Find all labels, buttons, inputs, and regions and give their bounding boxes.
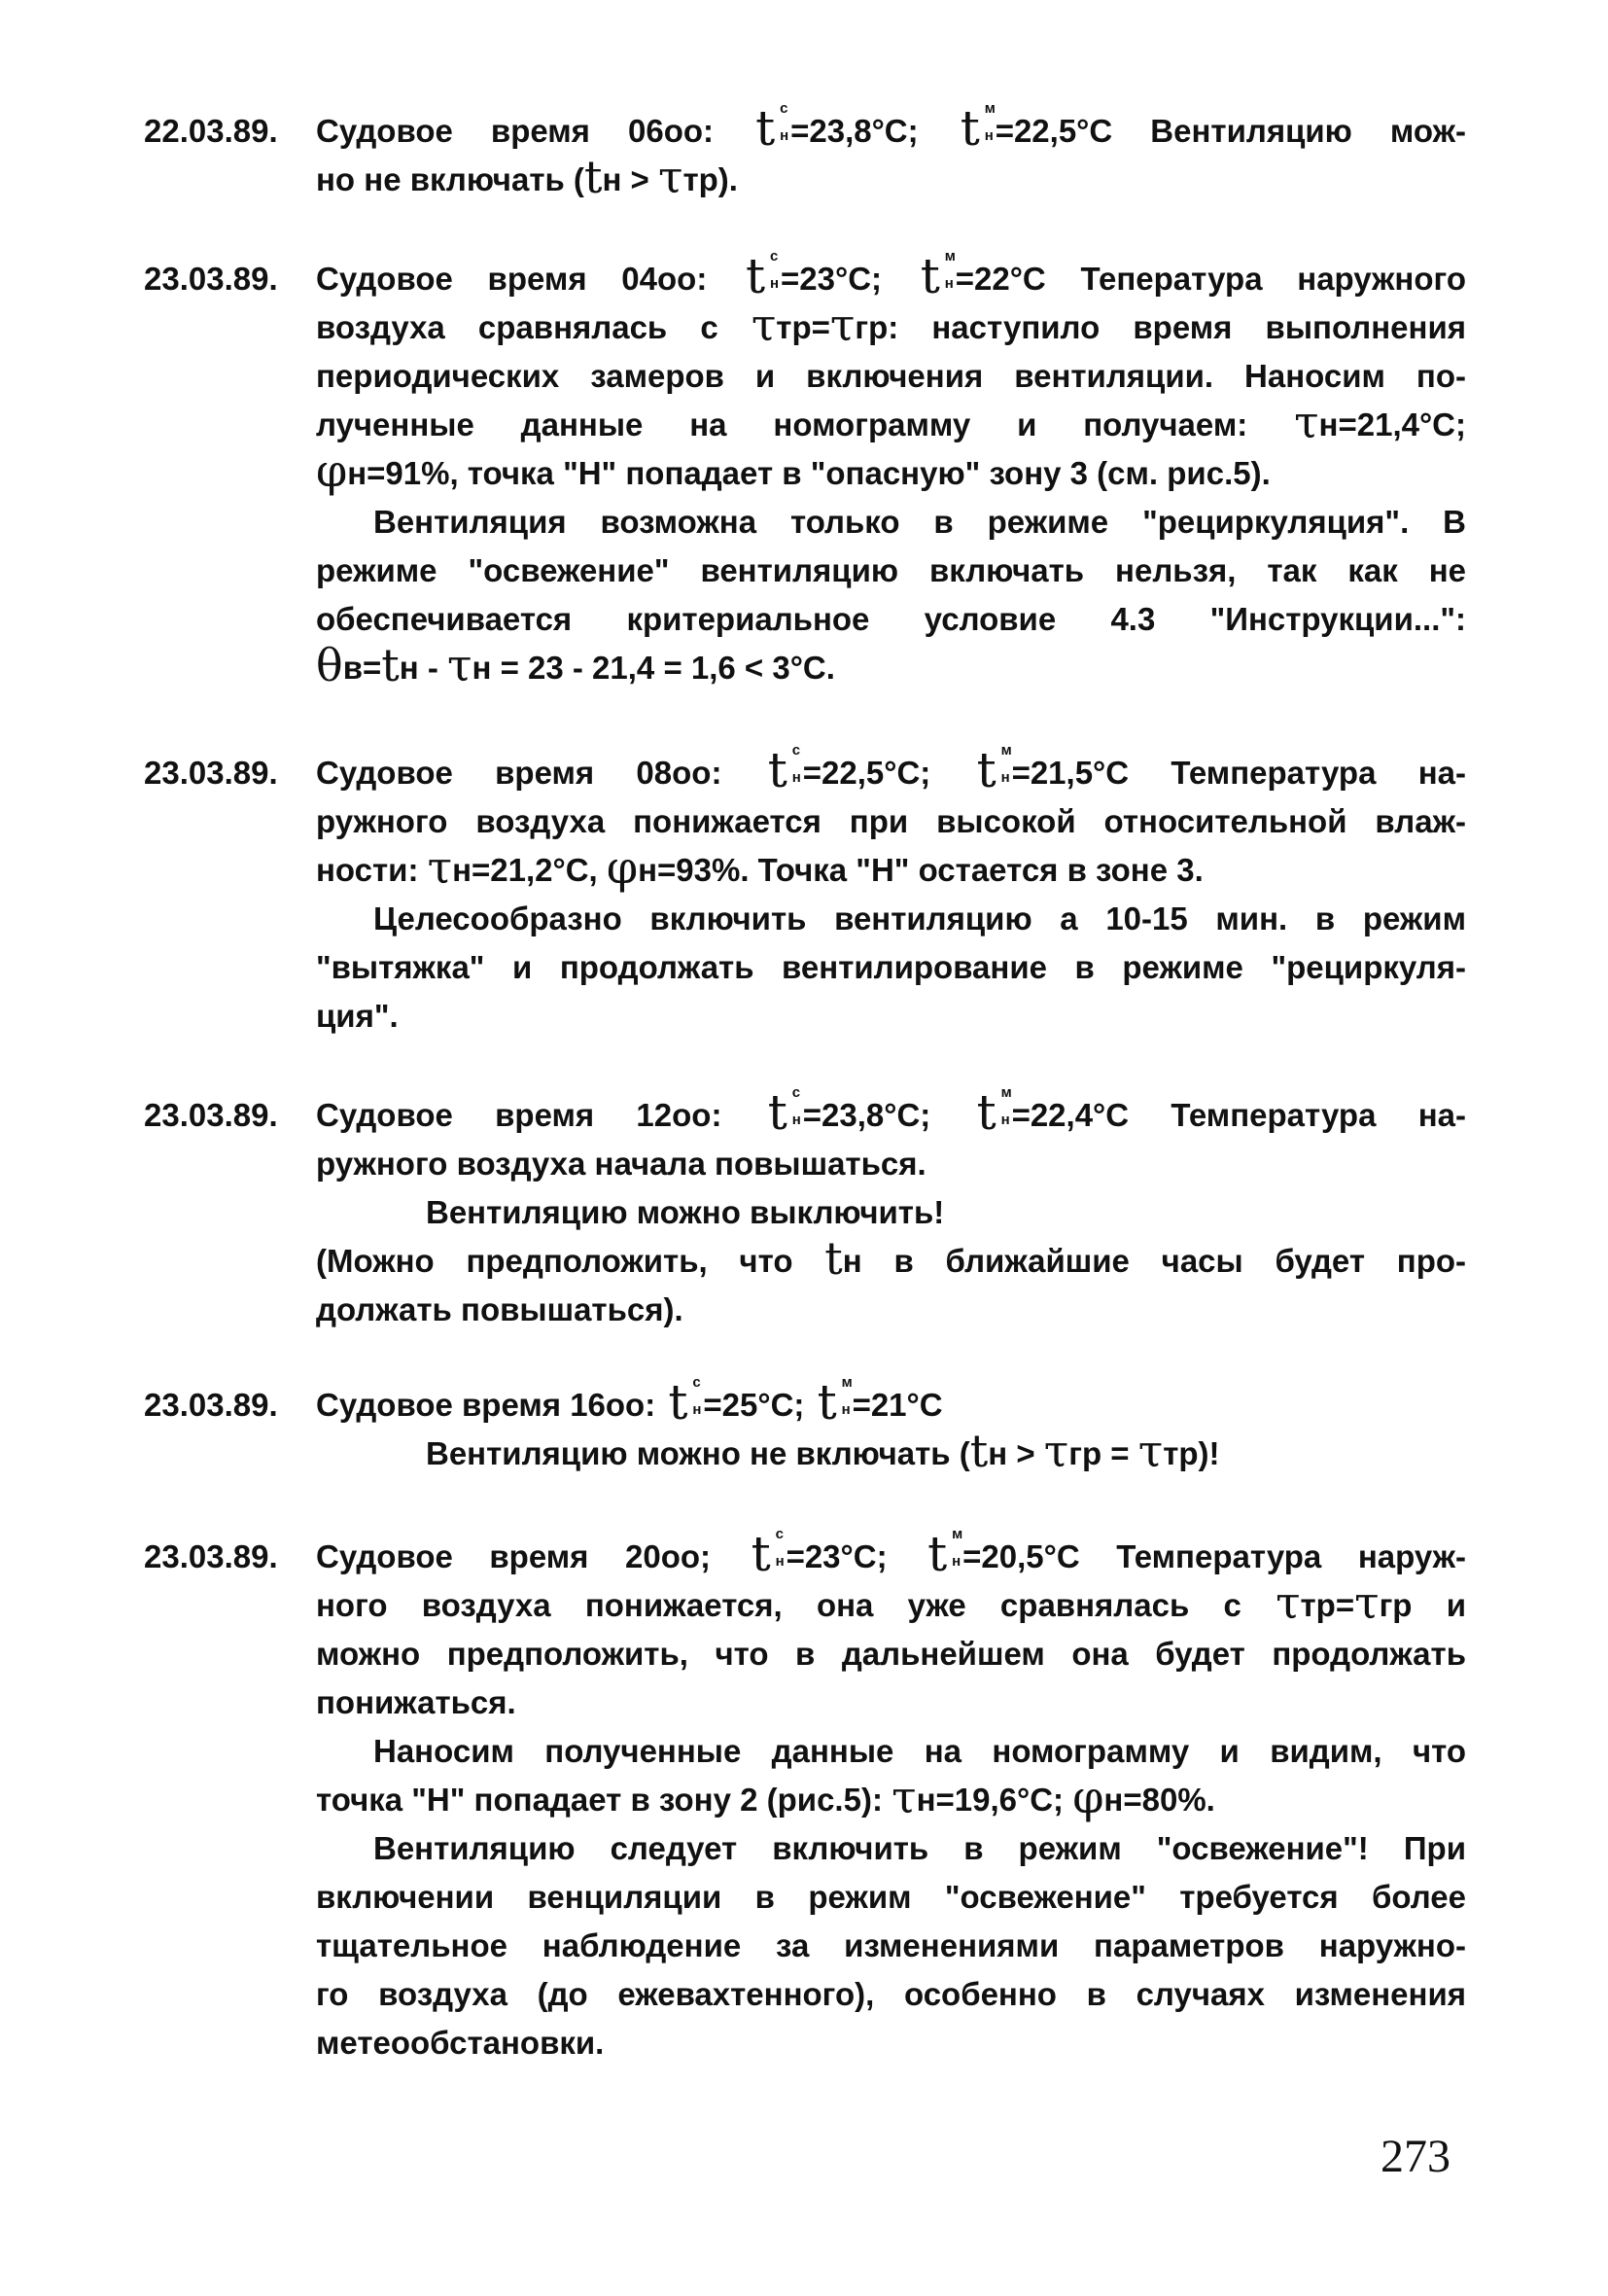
t-meteo-symbol: t м н — [817, 1374, 853, 1431]
t-surface-symbol: t с н — [751, 1526, 785, 1582]
t-surface-symbol: t с н — [767, 1084, 801, 1141]
entry-date: 23.03.89. — [144, 1538, 278, 1574]
theta-symbol: θ — [316, 639, 343, 691]
tau-symbol: τ — [657, 151, 683, 203]
page-number: 273 — [1381, 2131, 1451, 2182]
t-surface-symbol: t с н — [668, 1374, 702, 1431]
t-meteo-symbol: t м н — [976, 742, 1012, 798]
tau-symbol: τ — [1043, 1425, 1069, 1477]
t-surface-symbol: t с н — [746, 248, 780, 304]
tau-symbol: τ — [1354, 1576, 1380, 1629]
tau-symbol: τ — [427, 841, 453, 894]
phi-symbol: φ — [1072, 1771, 1104, 1823]
t-surface-symbol: t с н — [767, 742, 801, 798]
log-entry: 22.03.89. Судовое время 06оо: t с н =23,8°С; t м н =22,5°С Вентиляцию мож- но не включать (tн > τтр). — [144, 100, 1466, 203]
tau-symbol: τ — [1137, 1425, 1164, 1477]
t-meteo-symbol: t м н — [976, 1084, 1012, 1141]
log-entry: 23.03.89. Судовое время 04оо: t с н =23°С; t м н =22°С Тепература наружного воздуха сравнялась с τтр=τгр: наступило время выполнения периодических замеров и включения вентиляции. Наносим по- лученные данные на номограмму и получаем: τн=21,4°С; φн=91%, точка "Н" попадает в "опасную" зону 3 (см. рис.5). Вентиляция возможна только в режиме "рециркуляция". В режиме "освежение" вентиляцию включать нельзя, так как не обеспечивается критериальное условие 4.3 "Инструкции...": θв=tн - τн = 23 - 21,4 = 1,6 < 3°С. — [144, 248, 1466, 691]
entry-date: 22.03.89. — [144, 113, 278, 149]
t-symbol: t — [824, 1232, 843, 1285]
phi-symbol: φ — [606, 841, 639, 894]
log-entry: 23.03.89. Судовое время 16оо: t с н =25°С; t м н =21°С Вентиляцию можно не включать (tн > τгр = τтр)! — [144, 1374, 1220, 1477]
log-entry: 23.03.89. Судовое время 12оо: t с н =23,8°С; t м н =22,4°С Температура на- ружного воздуха начала повышаться. Вентиляцию можно выключить! (Можно предположить, что tн в ближайшие часы будет про- должать повышаться). — [144, 1084, 1466, 1327]
entry-date: 23.03.89. — [144, 1097, 278, 1133]
log-entry: 23.03.89. Судовое время 20оо; t с н =23°С; t м н =20,5°С Температура наруж- ного воздуха понижается, она уже сравнялась с τтр=τгр и можно предположить, что в дальнейшем она будет продолжать понижаться. Наносим полученные данные на номограмму и видим, что точка "Н" попадает в зону 2 (рис.5): τн=19,6°С; φн=80%. Вентиляцию следует включить в режим "освежение"! При включении венциляции в режим "освежение" требуется более тщательное наблюдение за изменениями параметров наружно- го воздуха (до ежевахтенного), особенно в случаях изменения метеообстановки. — [144, 1526, 1466, 2061]
entry-date: 23.03.89. — [144, 755, 278, 791]
tau-symbol: τ — [751, 299, 777, 351]
tau-symbol: τ — [891, 1771, 917, 1823]
entry-date: 23.03.89. — [144, 1387, 278, 1423]
tau-symbol: τ — [1294, 396, 1319, 448]
phi-symbol: φ — [316, 444, 348, 497]
tau-symbol: τ — [1276, 1576, 1301, 1629]
log-entry: 23.03.89. Судовое время 08оо: t с н =22,5°С; t м н =21,5°С Температура на- ружного воздуха понижается при высокой относительной влаж- ности: τн=21,2°С, φн=93%. Точка "Н" остается в зоне 3. Целесообразно включить вентиляцию а 10-15 мин. в режим "вытяжка" и продолжать вентилирование в режиме "рециркуля- ция". — [144, 742, 1466, 1034]
t-symbol: t — [381, 639, 400, 691]
t-symbol: t — [969, 1425, 989, 1477]
tau-symbol: τ — [829, 299, 856, 351]
entry-date: 23.03.89. — [144, 261, 278, 297]
t-meteo-symbol: t м н — [920, 248, 956, 304]
t-meteo-symbol: t м н — [960, 100, 996, 157]
t-meteo-symbol: t м н — [927, 1526, 963, 1582]
t-surface-symbol: t с н — [755, 100, 789, 157]
t-symbol: t — [583, 151, 603, 203]
tau-symbol: τ — [447, 639, 472, 691]
